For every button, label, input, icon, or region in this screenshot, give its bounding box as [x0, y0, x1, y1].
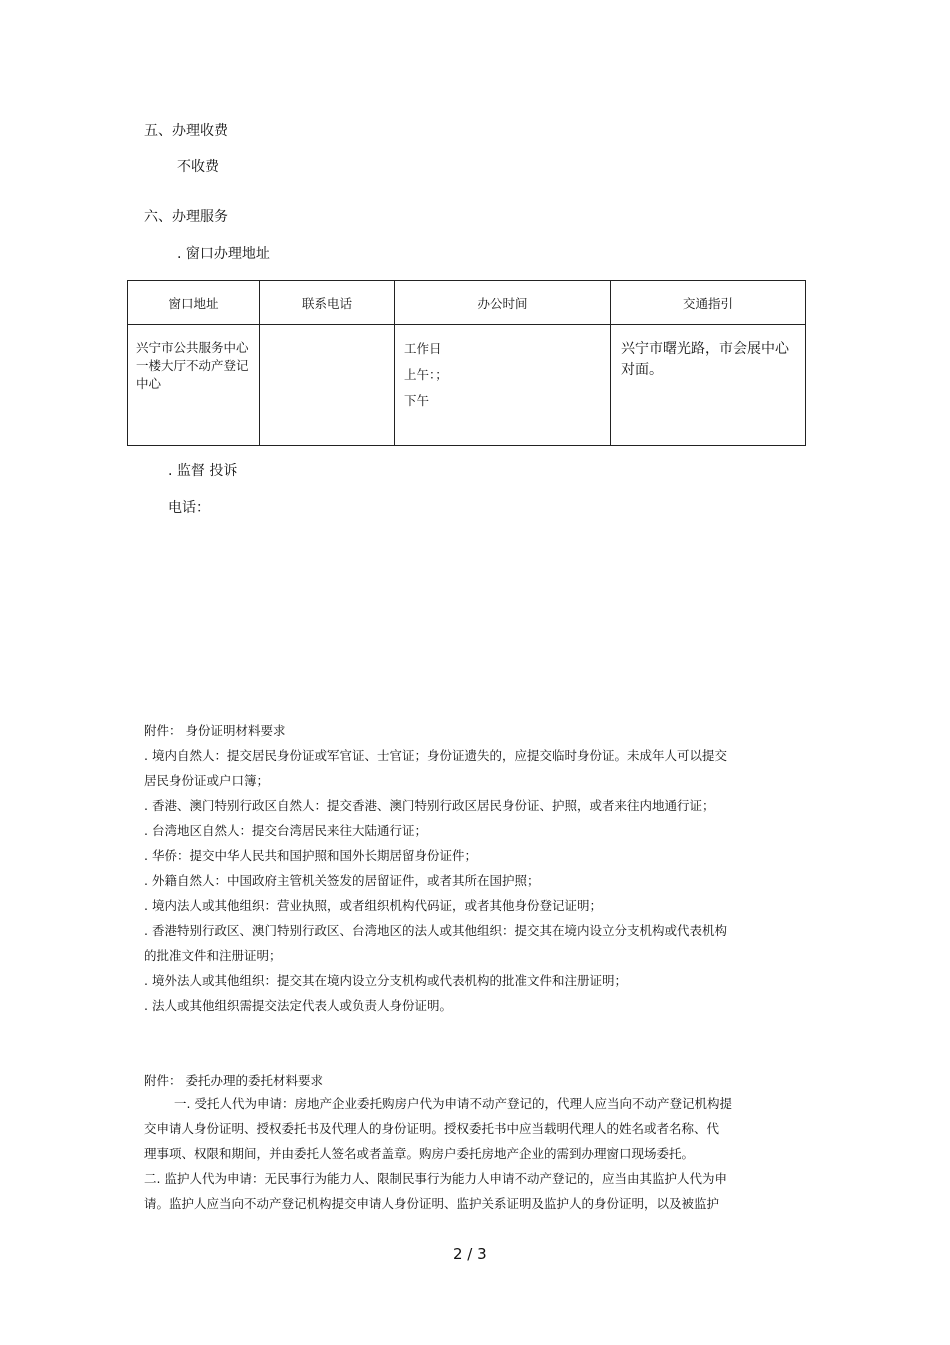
cell-guide: 兴宁市曙光路，市会展中心对面。 [611, 325, 806, 446]
hours-afternoon: 下午 [404, 393, 430, 408]
header-address: 窗口地址 [128, 281, 260, 325]
list-item: . 法人或其他组织需提交法定代表人或负责人身份证明。 [144, 998, 452, 1013]
section5-content: 不收费 [177, 159, 219, 175]
table-header-row [128, 281, 806, 325]
hours-workday: 工作日 [404, 341, 442, 356]
section5-title: 五、办理收费 [144, 123, 228, 139]
table-row [128, 325, 806, 446]
cell-hours [395, 325, 611, 446]
page-number: 2 / 3 [453, 1245, 487, 1263]
section6-title: 六、办理服务 [144, 209, 228, 225]
list-item: . 香港、澳门特别行政区自然人：提交香港、澳门特别行政区居民身份证、护照，或者来往内地通行证； [144, 798, 715, 813]
list-item: . 华侨：提交中华人民共和国护照和国外长期居留身份证件； [144, 848, 477, 863]
cell-address: 兴宁市公共服务中心一楼大厅不动产登记中心 [128, 325, 260, 446]
attachment2-title: 附件： 委托办理的委托材料要求 [144, 1073, 323, 1088]
hours-morning: 上午：； [404, 367, 448, 382]
header-phone: 联系电话 [260, 281, 395, 325]
list-item: 的批准文件和注册证明； [144, 948, 282, 963]
list-item: . 台湾地区自然人：提交台湾居民来往大陆通行证； [144, 823, 427, 838]
header-guide: 交通指引 [611, 281, 806, 325]
list-item: . 境内自然人：提交居民身份证或军官证、士官证；身份证遗失的，应提交临时身份证。未成年人可以提交 [144, 748, 727, 763]
list-item: . 外籍自然人：中国政府主管机关签发的居留证件，或者其所在国护照； [144, 873, 540, 888]
header-hours: 办公时间 [395, 281, 611, 325]
attachment2-body [144, 1091, 732, 1216]
window-address-subtitle: . 窗口办理地址 [177, 246, 270, 262]
attachment1-body [144, 743, 727, 1018]
paragraph-line: 请。监护人应当向不动产登记机构提交申请人身份证明、监护关系证明及监护人的身份证明，以及被监护 [144, 1196, 720, 1211]
list-item: . 境外法人或其他组织：提交其在境内设立分支机构或代表机构的批准文件和注册证明； [144, 973, 627, 988]
supervision-subtitle: . 监督 投诉 [168, 463, 238, 479]
window-info-table [127, 280, 806, 446]
list-item: 居民身份证或户口簿； [144, 773, 270, 788]
phone-label: 电话： [168, 500, 210, 516]
paragraph-line: 理事项、权限和期间，并由委托人签名或者盖章。购房户委托房地产企业的需到办理窗口现场委托。 [144, 1146, 695, 1161]
paragraph-line: 一. 受托人代为申请：房地产企业委托购房户代为申请不动产登记的，代理人应当向不动产登记机构提 [174, 1096, 732, 1111]
attachment1-title: 附件： 身份证明材料要求 [144, 723, 286, 738]
list-item: . 香港特别行政区、澳门特别行政区、台湾地区的法人或其他组织：提交其在境内设立分支机构或代表机构 [144, 923, 727, 938]
paragraph-line: 二. 监护人代为申请：无民事行为能力人、限制民事行为能力人申请不动产登记的，应当由其监护人代为申 [144, 1171, 727, 1186]
paragraph-line: 交申请人身份证明、授权委托书及代理人的身份证明。授权委托书中应当载明代理人的姓名或者名称、代 [144, 1121, 720, 1136]
list-item: . 境内法人或其他组织：营业执照，或者组织机构代码证，或者其他身份登记证明； [144, 898, 602, 913]
cell-phone [260, 325, 395, 446]
